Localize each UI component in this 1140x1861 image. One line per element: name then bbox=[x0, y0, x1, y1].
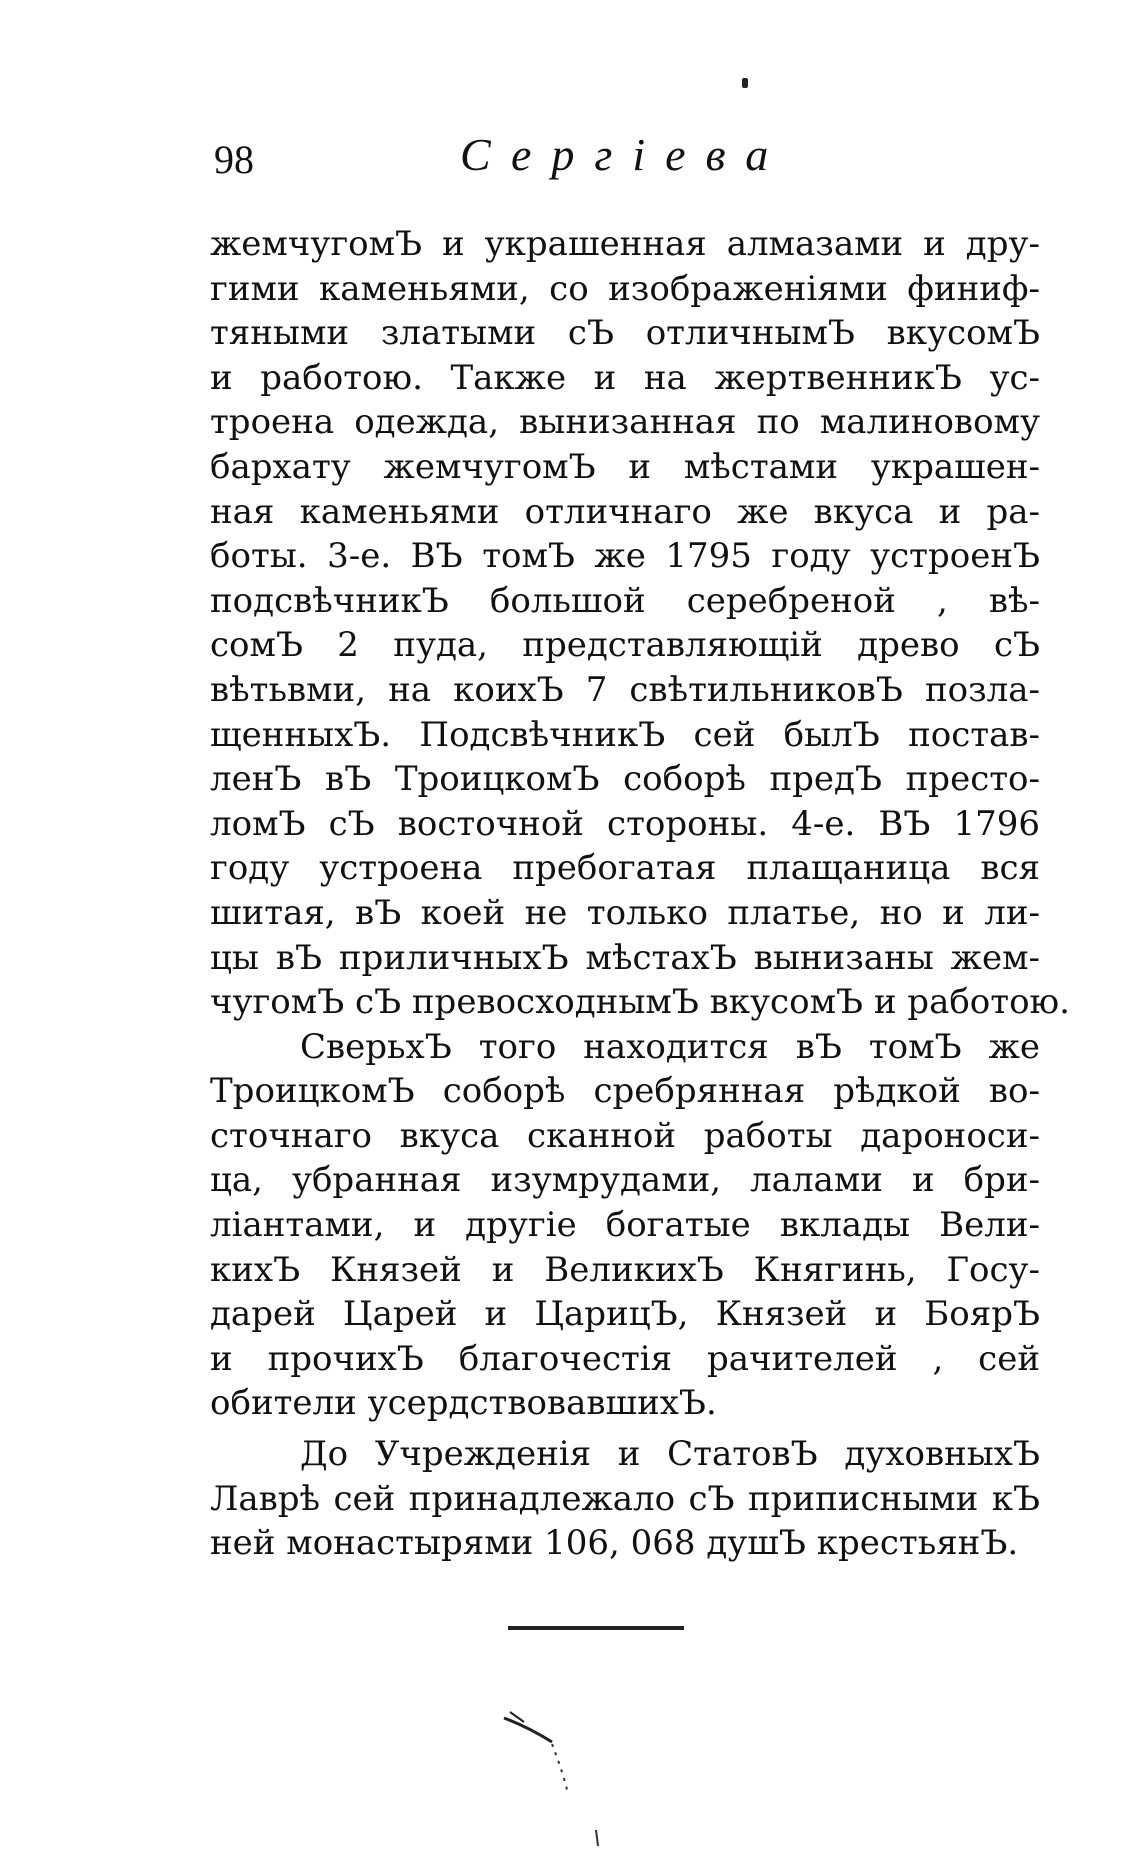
text-line: ломЪ сЪ восточной стороны. 4-е. ВЪ 1796 bbox=[210, 803, 1040, 844]
text-line: жемчугомЪ и украшенная алмазами и дру- bbox=[210, 224, 1040, 264]
paragraph bbox=[210, 1432, 1040, 1566]
text-line: Лаврѣ сей принадлежало сЪ приписными кЪ bbox=[210, 1478, 1040, 1519]
page-header bbox=[0, 128, 1140, 198]
text-line: и прочихЪ благочестiя рачителей , сей bbox=[210, 1338, 1040, 1379]
text-line: ТроицкомЪ соборѣ сребрянная рѣдкой во- bbox=[210, 1071, 1040, 1112]
page-number: 98 bbox=[214, 137, 254, 182]
text-line: боты. 3-е. ВЪ томЪ же 1795 году устроенЪ bbox=[210, 536, 1040, 577]
text-line: ней монастырями 106, 068 душЪ крестьянЪ. bbox=[210, 1523, 1019, 1564]
text-line: кихЪ Князей и ВеликихЪ Княгинь, Госу- bbox=[210, 1249, 1040, 1290]
text-line: вѣтьвми, на коихЪ 7 свѣтильниковЪ позла- bbox=[210, 669, 1040, 710]
running-head: Сергiева bbox=[460, 129, 789, 180]
text-line: дарей Царей и ЦарицЪ, Князей и БоярЪ bbox=[210, 1294, 1040, 1335]
text-line: тяными златыми сЪ отличнымЪ вкусомЪ bbox=[210, 313, 1040, 354]
text-line: чугомЪ сЪ превосходнымЪ вкусомЪ и работою. bbox=[210, 982, 1070, 1023]
text-line: лiантами, и другiе богатые вклады Вели- bbox=[210, 1205, 1040, 1246]
text-line: бархату жемчугомЪ и мѣстами украшен- bbox=[210, 446, 1040, 487]
body-text bbox=[210, 222, 1070, 1566]
text-line: сомЪ 2 пуда, представляющiй древо сЪ bbox=[210, 625, 1040, 666]
text-line: ная каменьями отличнаго же вкуса и ра- bbox=[210, 491, 1040, 532]
ink-mark bbox=[500, 1700, 620, 1850]
section-rule bbox=[508, 1626, 684, 1630]
text-line: гими каменьями, со изображенiями финиф- bbox=[210, 268, 1040, 309]
text-line: СверьхЪ того находится вЪ томЪ же bbox=[300, 1026, 1040, 1067]
text-line: подсвѣчникЪ большой серебреной , вѣ- bbox=[210, 580, 1040, 621]
paragraph bbox=[210, 1025, 1040, 1426]
text-line: цы вЪ приличныхЪ мѣстахЪ вынизаны жем- bbox=[210, 937, 1040, 978]
text-line: году устроена пребогатая плащаница вся bbox=[210, 848, 1040, 889]
paragraph bbox=[210, 222, 1070, 1025]
text-line: До Учрежденiя и СтатовЪ духовныхЪ bbox=[300, 1434, 1040, 1475]
text-line: обители усердствовавшихЪ. bbox=[210, 1383, 717, 1424]
text-line: шитая, вЪ коей не только платье, но и ли- bbox=[210, 892, 1040, 933]
text-line: ленЪ вЪ ТроицкомЪ соборѣ предЪ престо- bbox=[210, 759, 1040, 800]
text-line: щенныхЪ. ПодсвѣчникЪ сей былЪ постав- bbox=[210, 714, 1040, 755]
text-line: ца, убранная изумрудами, лалами и бри- bbox=[210, 1160, 1040, 1201]
ink-speck bbox=[742, 78, 748, 88]
text-line: троена одежда, вынизанная по малиновому bbox=[210, 402, 1040, 443]
text-line: и работою. Также и на жертвенникЪ ус- bbox=[210, 357, 1040, 398]
text-line: сточнаго вкуса сканной работы дароноси- bbox=[210, 1115, 1040, 1156]
